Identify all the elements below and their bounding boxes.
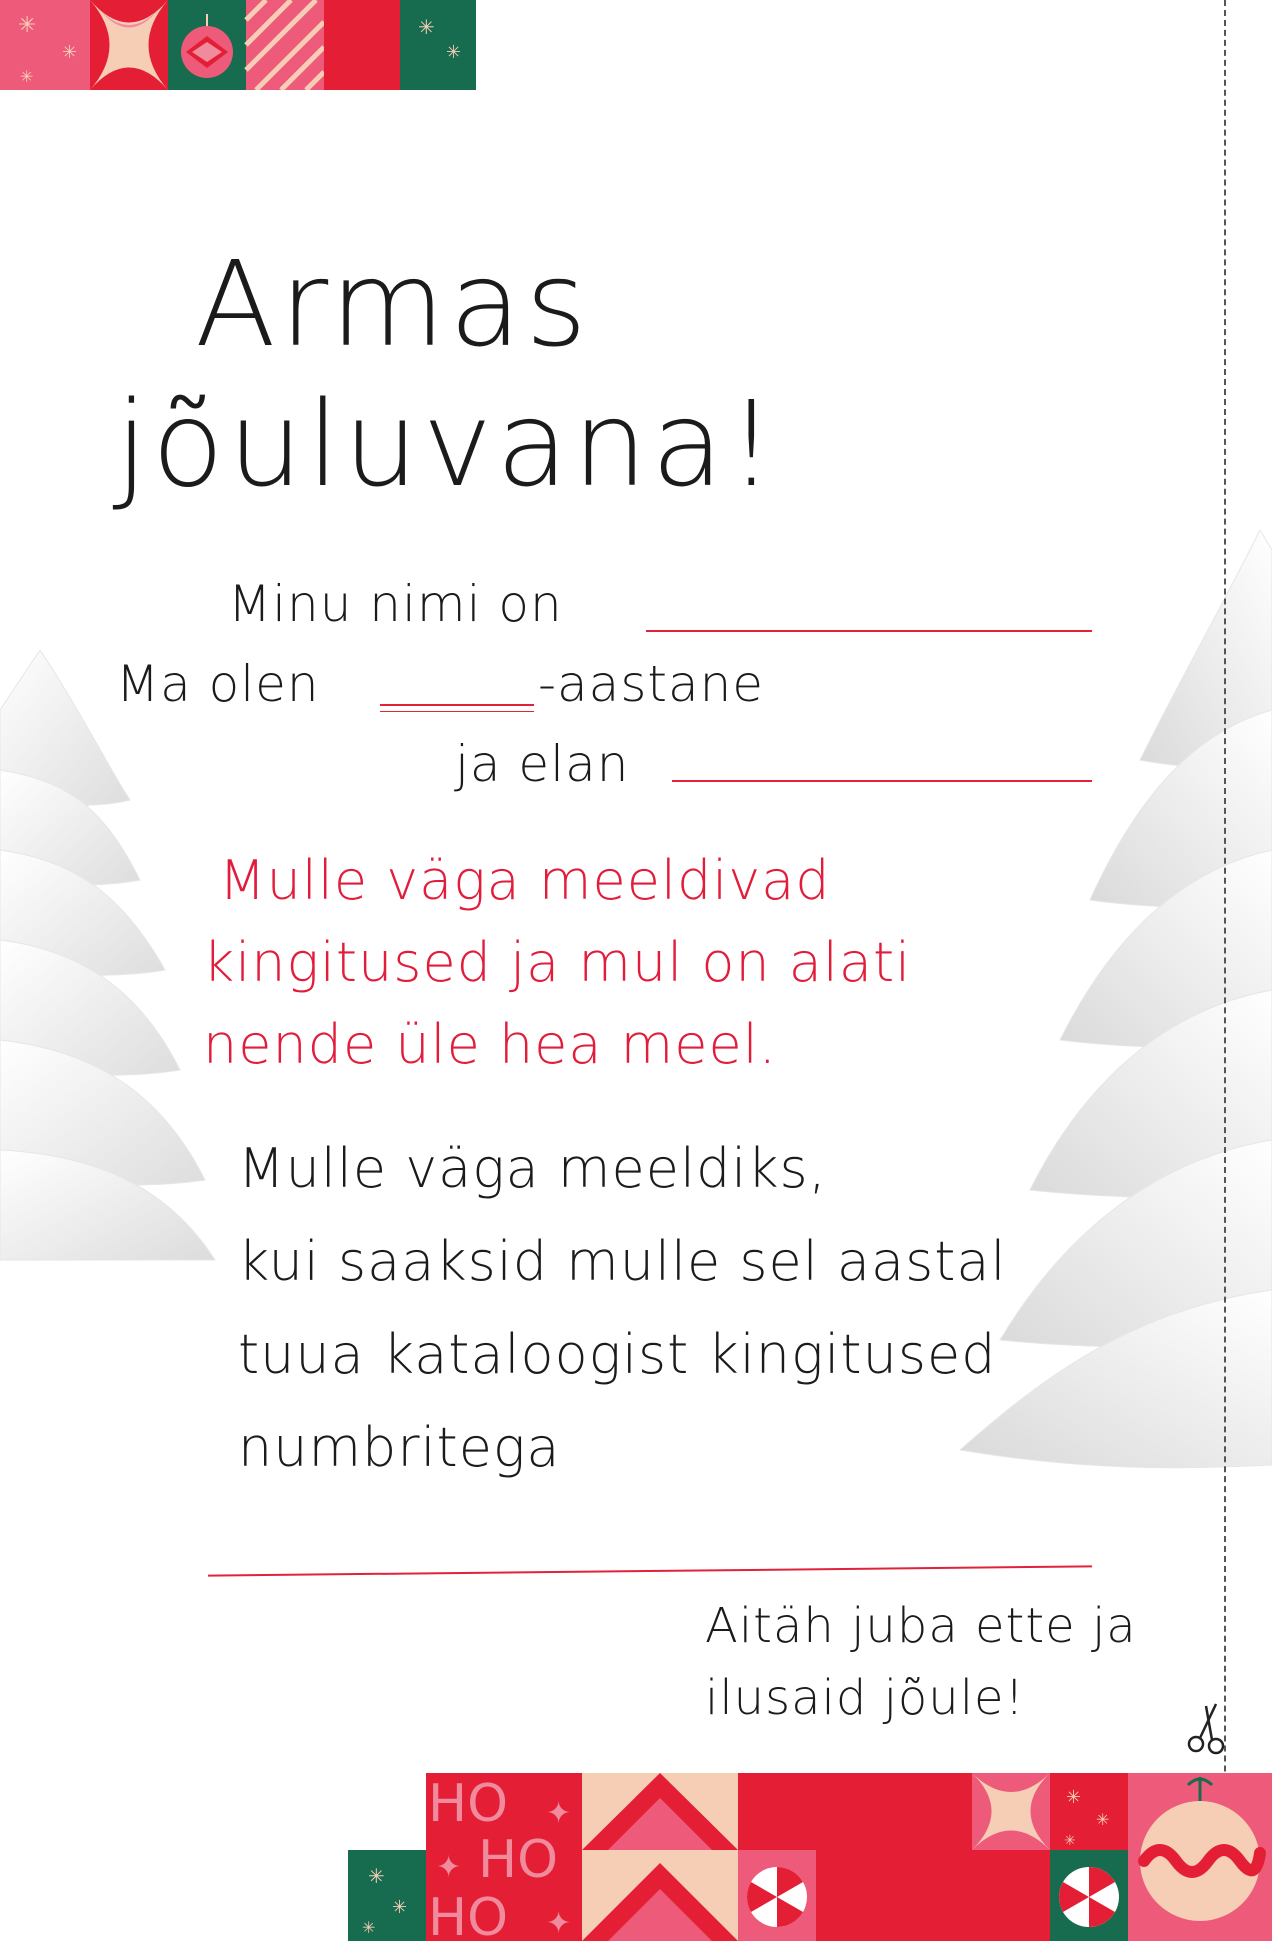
title-line-2: jõuluvana! (115, 375, 779, 513)
svg-text:✳: ✳ (20, 67, 34, 86)
age-label-prefix: Ma olen (116, 655, 320, 713)
svg-text:HO: HO (478, 1830, 559, 1890)
name-label: Minu nimi on (228, 575, 563, 633)
peppermint-icon (747, 1867, 807, 1927)
age-field-line-underline (380, 711, 534, 712)
svg-text:✳: ✳ (1064, 1833, 1076, 1849)
ho-pattern (428, 1774, 571, 1941)
likes-line: Mulle väga meeldivad (219, 849, 831, 912)
svg-text:HO: HO (428, 1774, 509, 1834)
wish-paragraph (238, 1122, 1007, 1494)
wish-line: numbritega (238, 1416, 561, 1479)
svg-text:✳: ✳ (446, 42, 462, 63)
svg-text:✳: ✳ (18, 13, 37, 38)
svg-text:✳: ✳ (1066, 1787, 1082, 1808)
title-line-1: Armas (195, 235, 591, 373)
svg-text:✳: ✳ (362, 1918, 376, 1937)
svg-text:✳: ✳ (1096, 1810, 1110, 1829)
likes-line: kingitused ja mul on alati (203, 931, 912, 994)
svg-text:✦: ✦ (546, 1906, 572, 1941)
top-decor-strip (0, 0, 476, 90)
thanks-line: Aitäh juba ette ja (705, 1598, 1137, 1654)
svg-text:✦: ✦ (546, 1796, 572, 1831)
age-label-suffix: -aastane (538, 655, 765, 713)
svg-text:✦: ✦ (436, 1850, 462, 1885)
wish-line: kui saaksid mulle sel aastal (238, 1230, 1007, 1293)
name-field-line[interactable] (646, 630, 1092, 632)
svg-text:✳: ✳ (368, 1864, 385, 1888)
svg-text:✳: ✳ (392, 1897, 408, 1918)
bottom-decor-strip (348, 1773, 1272, 1941)
likes-line: nende üle hea meel. (203, 1013, 777, 1076)
scissors-icon (1186, 1700, 1232, 1756)
thanks-paragraph (705, 1590, 1137, 1734)
likes-paragraph (203, 840, 911, 1086)
wish-line: tuua kataloogist kingitused (238, 1323, 997, 1386)
wish-line: Mulle väga meeldiks, (238, 1137, 827, 1200)
cut-line (1224, 0, 1226, 1941)
gift-numbers-field-line[interactable] (208, 1565, 1092, 1576)
svg-text:HO: HO (428, 1888, 509, 1941)
home-label: ja elan (455, 735, 630, 793)
svg-text:✳: ✳ (62, 42, 78, 63)
thanks-line: ilusaid jõule! (705, 1670, 1025, 1726)
age-field-line[interactable] (380, 704, 534, 706)
svg-text:✳: ✳ (418, 15, 435, 39)
home-field-line[interactable] (672, 780, 1092, 782)
left-paper-tree (0, 650, 220, 1270)
